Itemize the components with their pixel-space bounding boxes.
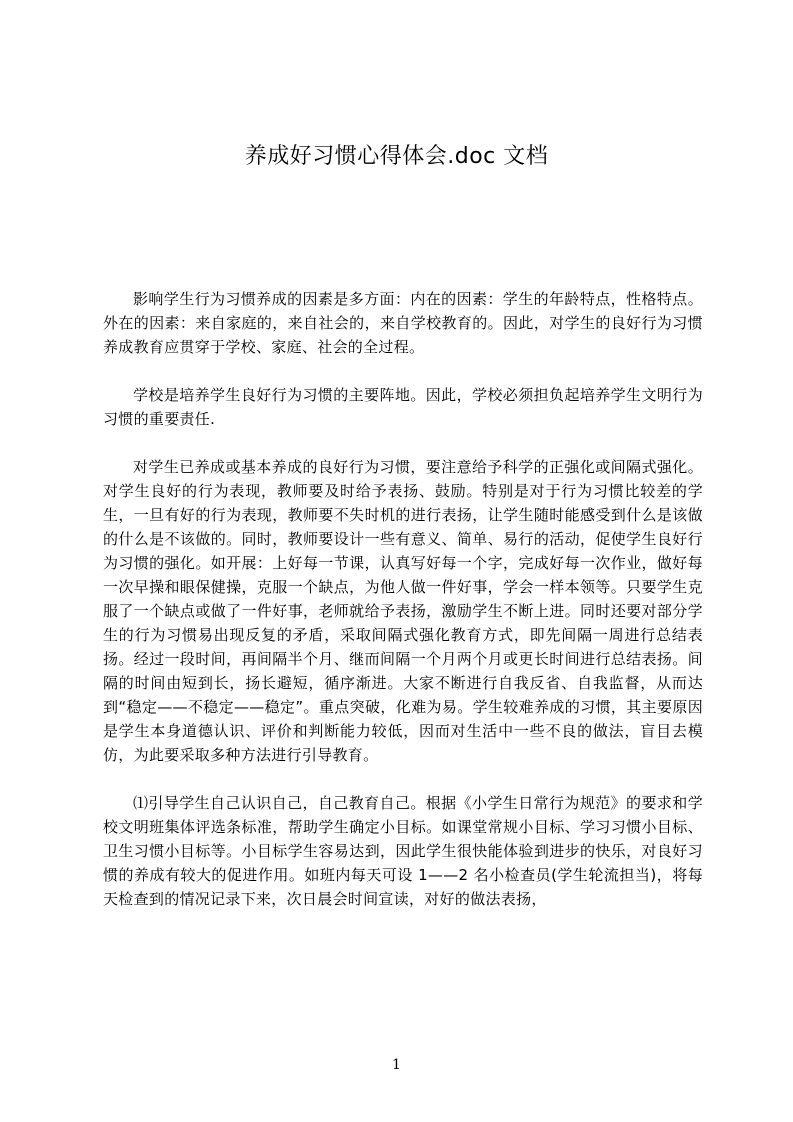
paragraph-2: 学校是培养学生良好行为习惯的主要阵地。因此，学校必须担负起培养学生文明行为习惯的重要责任. — [103, 386, 703, 428]
document-title: 养成好习惯心得体会.doc 文档 — [244, 144, 549, 169]
paragraph-3: 对学生已养成或基本养成的良好行为习惯，要注意给予科学的正强化或间隔式强化。对学生良好的行为表现，教师要及时给予表扬、鼓励。特别是对于行为习惯比较差的学生，一旦有好的行为表现，教师要不失时机的进行表扬，让学生随时能感受到什么是该做的什么是不该做的。同时，教师要设计一些有意义、简单、易行的活动，促使学生良好行为习惯的强化。如开展：上好每一节课，认真写好每一个字，完成好每一次作业，做好每一次早操和眼保健操，克服一个缺点，为他人做一件好事，学会一样本领等。只要学生克服了一个缺点或做了一件好事，老师就给予表扬，激励学生不断上进。同时还要对部分学生的行为习惯易出现反复的矛盾，采取间隔式强化教育方式，即先间隔一周进行总结表扬。经过一段时间，再间隔半个月、继而间隔一个月两个月或更长时间进行总结表扬。间隔的时间由短到长，扬长避短，循序渐进。大家不断进行自我反省、自我监督，从而达到“稳定——不稳定——稳定”。重点突破，化难为易。学生较难养成的习惯，其主要原因是学生本身道德认识、评价和判断能力较低，因而对生活中一些不良的做法，盲目去模仿，为此要采取多种方法进行引导教育。 — [103, 458, 703, 764]
paragraph-4: ⑴引导学生自己认识自己，自己教育自己。根据《小学生日常行为规范》的要求和学校文明班集体评选条标准，帮助学生确定小目标。如课堂常规小目标、学习习惯小目标、卫生习惯小目标等。小目标学生容易达到，因此学生很快能体验到进步的快乐，对良好习惯的养成有较大的促进作用。如班内每天可设 1——2 名小检查员(学生轮流担当)，将每天检查到的情况记录下来，次日晨会时间宣读，对好的做法表扬， — [103, 794, 703, 908]
paragraph-1: 影响学生行为习惯养成的因素是多方面：内在的因素：学生的年龄特点，性格特点。外在的因素：来自家庭的，来自社会的，来自学校教育的。因此，对学生的良好行为习惯养成教育应贯穿于学校、家庭、社会的全过程。 — [103, 290, 703, 356]
page-number: 1 — [392, 1057, 401, 1073]
document-body — [103, 287, 703, 911]
